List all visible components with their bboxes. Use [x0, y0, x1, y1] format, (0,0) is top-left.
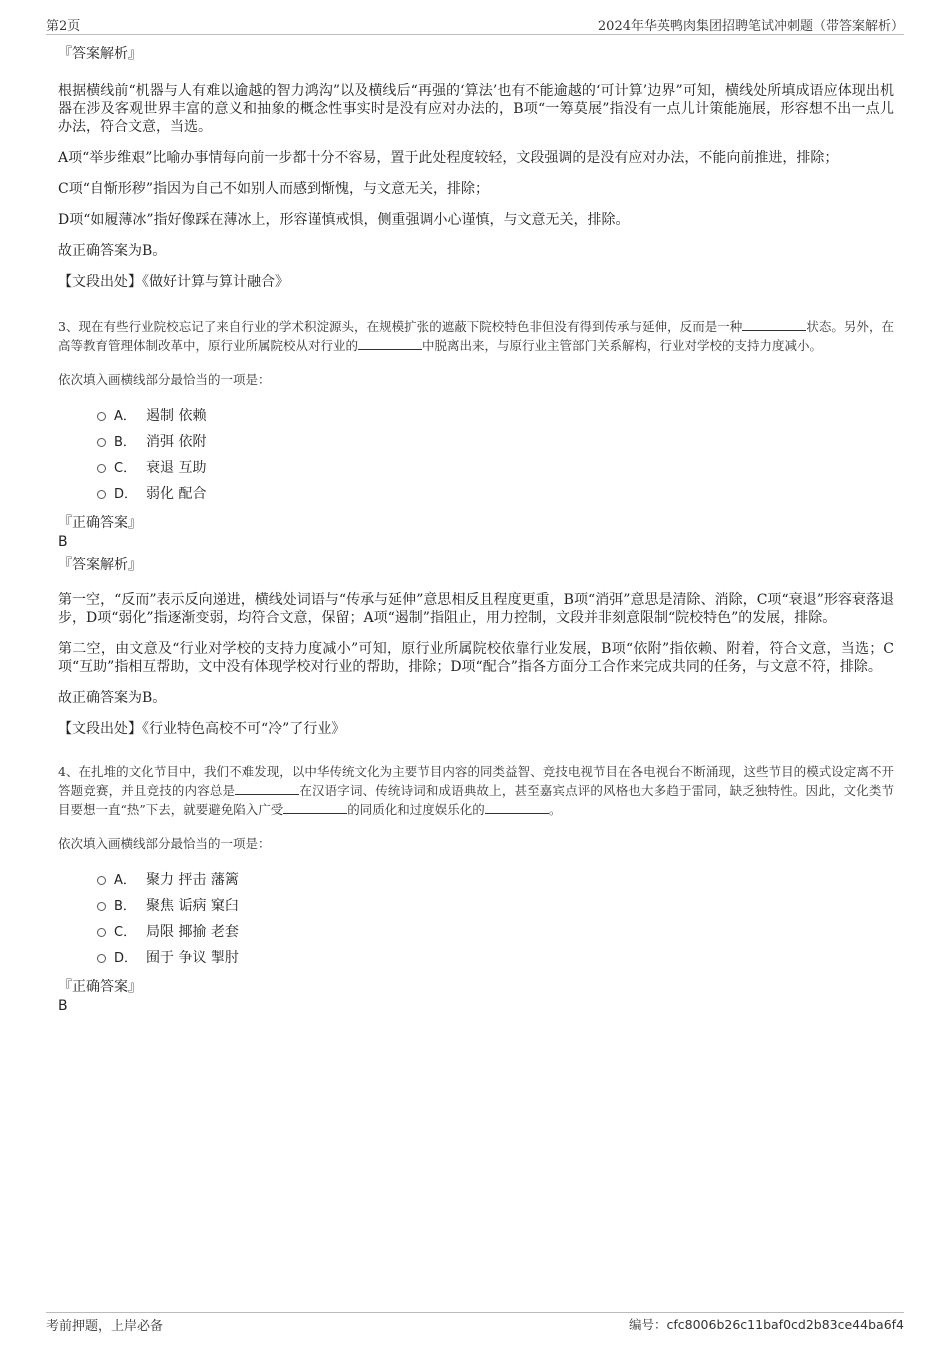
page-number: 第2页 [46, 19, 81, 34]
page-content [58, 44, 894, 1019]
q4-text-part: 。 [548, 802, 562, 817]
q3-analysis-label: 『答案解析』 [58, 557, 142, 573]
q2-analysis-para: A项“举步维艰”比喻办事情每向前一步都十分不容易，置于此处程度较轻，文段强调的是没有应对办法，不能向前推进，排除； [58, 150, 839, 166]
page-header [46, 14, 904, 35]
radio-icon[interactable] [97, 928, 106, 937]
q3-analysis-para: 第一空，“反而”表示反向递进，横线处词语与“传承与延伸”意思相反且程度更重，B项“消弭”意思是清除、消除，C项“衰退”形容衰落退步，D项“弱化”指逐渐变弱，均符合文意，保留；A项“遏制”指阻止，用力控制，文段并非刻意限制“院校特色”的发展，排除。 [58, 592, 894, 626]
page-footer [46, 1312, 904, 1333]
q4-prompt: 依次填入画横线部分最恰当的一项是： [58, 836, 271, 851]
q2-analysis-para: C项“自惭形秽”指因为自己不如别人而感到惭愧，与文意无关，排除； [58, 181, 490, 197]
q4-correct-answer: B [58, 998, 68, 1014]
q2-analysis-para: 故正确答案为B。 [58, 243, 167, 259]
q3-correct-answer: B [58, 534, 68, 550]
q2-analysis-label: 『答案解析』 [58, 46, 142, 62]
q4-blank-3 [485, 800, 549, 814]
q3-prompt: 依次填入画横线部分最恰当的一项是： [58, 372, 271, 387]
q4-blank-1 [235, 781, 299, 795]
radio-icon[interactable] [97, 902, 106, 911]
q3-option-d[interactable]: D． 弱化 配合 [94, 481, 894, 507]
q3-analysis-para: 故正确答案为B。 [58, 690, 167, 706]
q3-question-text [58, 317, 894, 355]
q3-source: 【文段出处】《行业特色高校不可“冷”了行业》 [58, 721, 346, 737]
footer-code-value: cfc8006b26c11baf0cd2b83ce44ba6f4 [666, 1317, 904, 1332]
q4-option-c[interactable]: C． 局限 揶揄 老套 [94, 919, 894, 945]
q3-text-part: 中脱离出来，与原行业主管部门关系解构，行业对学校的支持力度减小。 [422, 338, 823, 353]
q3-text-part: 状态。另外，在高等教育管理体制改革中，原行业所属院校从对行业的 [58, 319, 894, 353]
q4-text-part: 的同质化和过度娱乐化的 [347, 802, 485, 817]
document-title: 2024年华英鸭肉集团招聘笔试冲刺题（带答案解析） [597, 19, 904, 34]
q3-blank-1 [742, 317, 806, 331]
q4-option-a[interactable]: A． 聚力 抨击 藩篱 [94, 867, 894, 893]
q3-text-part: 3、现在有些行业院校忘记了来自行业的学术积淀源头，在规模扩张的遮蔽下院校特色非但没有得到传承与延伸，反而是一种 [58, 319, 743, 334]
q4-question-text [58, 762, 894, 819]
radio-icon[interactable] [97, 464, 106, 473]
q3-option-c[interactable]: C． 衰退 互助 [94, 455, 894, 481]
q2-analysis-para: 根据横线前“机器与人有难以逾越的智力鸿沟”以及横线后“再强的‘算法’也有不能逾越的‘可计算’边界”可知，横线处所填成语应体现出机器在涉及客观世界丰富的意义和抽象的概念性事实时是没有应对办法的，B项“一筹莫展”指没有一点儿计策能施展，形容想不出一点儿办法，符合文意，当选。 [58, 83, 894, 135]
footer-code [629, 1315, 904, 1333]
q4-blank-2 [283, 800, 347, 814]
q4-options [94, 867, 894, 971]
q4-text-part: 4、在扎堆的文化节目中，我们不难发现，以中华传统文化为主要节目内容的同类益智、竞技电视节目在各电视台不断涌现，这些节目的模式设定离不开答题竞赛，并且竞技的内容总是 [58, 764, 894, 798]
q2-source: 【文段出处】《做好计算与算计融合》 [58, 274, 289, 290]
footer-code-label: 编号： [628, 1317, 667, 1332]
q3-correct-label: 『正确答案』 [58, 515, 142, 531]
q3-option-a[interactable]: A． 遏制 依赖 [94, 403, 894, 429]
q3-options [94, 403, 894, 507]
radio-icon[interactable] [97, 412, 106, 421]
q4-correct-label: 『正确答案』 [58, 979, 142, 995]
radio-icon[interactable] [97, 438, 106, 447]
radio-icon[interactable] [97, 954, 106, 963]
q4-text-part: 在汉语字词、传统诗词和成语典故上，甚至嘉宾点评的风格也大多趋于雷同，缺乏独特性。因此，文化类节目要想一直“热”下去，就要避免陷入广受 [58, 783, 894, 817]
q3-analysis-para: 第二空，由文意及“行业对学校的支持力度减小”可知，原行业所属院校依靠行业发展，B项“依附”指依赖、附着，符合文意，当选；C项“互助”指相互帮助，文中没有体现学校对行业的帮助，排除；D项“配合”指各方面分工合作来完成共同的任务，与文意不符，排除。 [58, 641, 894, 675]
q2-analysis-para: D项“如履薄冰”指好像踩在薄冰上，形容谨慎戒惧，侧重强调小心谨慎，与文意无关，排除。 [58, 212, 630, 228]
radio-icon[interactable] [97, 876, 106, 885]
q4-option-d[interactable]: D． 囿于 争议 掣肘 [94, 945, 894, 971]
q4-option-b[interactable]: B． 聚焦 诟病 窠臼 [94, 893, 894, 919]
radio-icon[interactable] [97, 490, 106, 499]
q3-option-b[interactable]: B． 消弭 依附 [94, 429, 894, 455]
footer-slogan: 考前押题，上岸必备 [46, 1319, 164, 1334]
q3-blank-2 [358, 336, 422, 350]
